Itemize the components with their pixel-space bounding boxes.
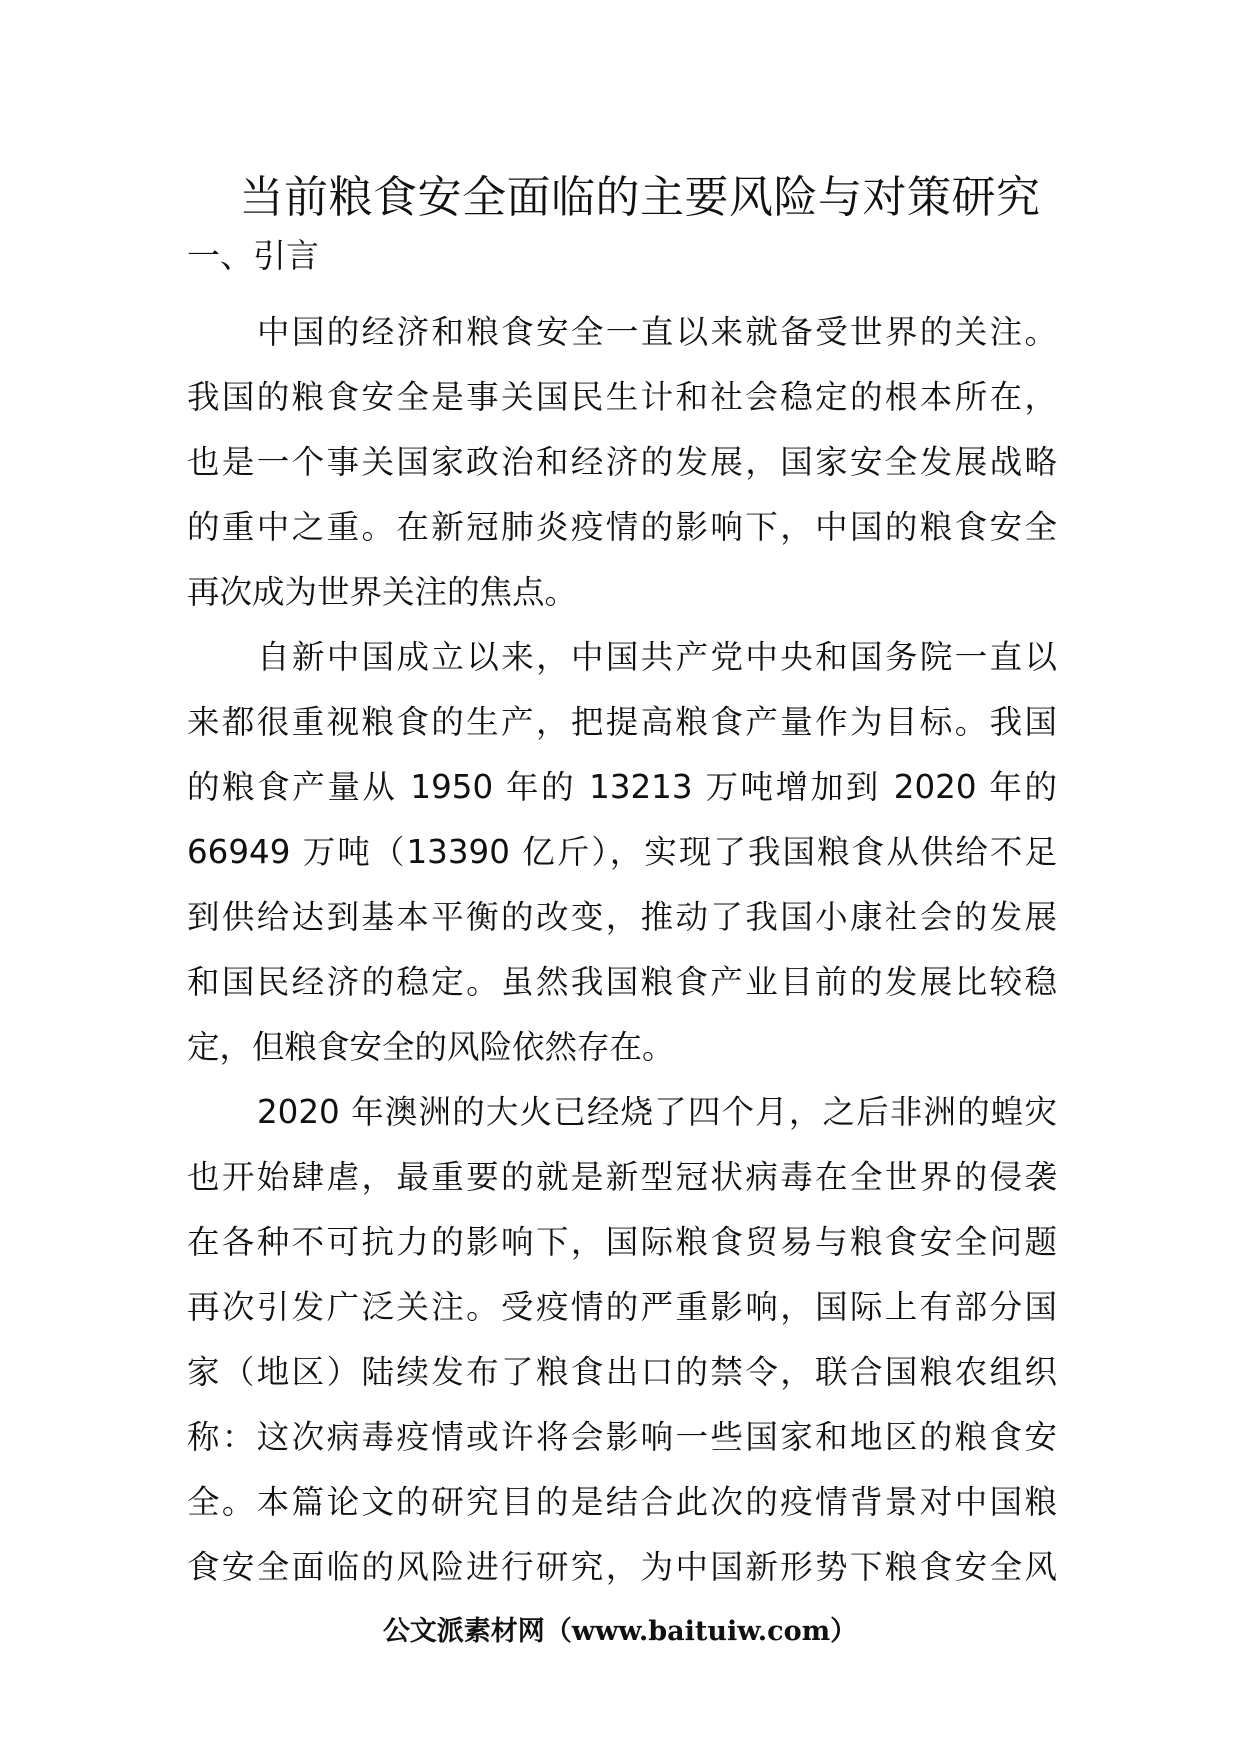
paragraph-line: 自新中国成立以来，中国共产党中央和国务院一直以 <box>257 638 1057 676</box>
paragraph-line: 的重中之重。在新冠肺炎疫情的影响下，中国的粮食安全 <box>187 508 1057 546</box>
section-heading: 一、引言 <box>187 236 319 275</box>
paragraph-line: 到供给达到基本平衡的改变，推动了我国小康社会的发展 <box>187 898 1057 936</box>
paragraph-line: 再次引发广泛关注。受疫情的严重影响，国际上有部分国 <box>187 1288 1057 1326</box>
paragraph-line: 食安全面临的风险进行研究，为中国新形势下粮食安全风 <box>187 1548 1057 1586</box>
document-title: 当前粮食安全面临的主要风险与对策研究 <box>239 172 1041 223</box>
paragraph-line: 称：这次病毒疫情或许将会影响一些国家和地区的粮食安 <box>187 1418 1057 1456</box>
paragraph-line: 定，但粮食安全的风险依然存在。 <box>187 1028 675 1066</box>
paragraph-line: 和国民经济的稳定。虽然我国粮食产业目前的发展比较稳 <box>187 963 1057 1001</box>
paragraph-line: 来都很重视粮食的生产，把提高粮食产量作为目标。我国 <box>187 703 1057 741</box>
paragraph-line: 全。本篇论文的研究目的是结合此次的疫情背景对中国粮 <box>187 1483 1057 1521</box>
paragraph-line: 我国的粮食安全是事关国民生计和社会稳定的根本所在， <box>187 378 1057 416</box>
footer-watermark-text: 公文派素材网（www.baituiw.com） <box>382 1616 858 1647</box>
paragraph-line: 也是一个事关国家政治和经济的发展，国家安全发展战略 <box>187 443 1057 481</box>
paragraph-line: 的粮食产量从 1950 年的 13213 万吨增加到 2020 年的 <box>187 768 1057 806</box>
paragraph-line: 中国的经济和粮食安全一直以来就备受世界的关注。 <box>257 313 1057 351</box>
paragraph-line: 家（地区）陆续发布了粮食出口的禁令，联合国粮农组织 <box>187 1353 1057 1391</box>
paragraph-line: 在各种不可抗力的影响下，国际粮食贸易与粮食安全问题 <box>187 1223 1057 1261</box>
paragraph-line: 66949 万吨（13390 亿斤），实现了我国粮食从供给不足 <box>187 833 1057 871</box>
document-body <box>187 300 1057 1600</box>
paragraph-line: 2020 年澳洲的大火已经烧了四个月，之后非洲的蝗灾 <box>257 1093 1057 1131</box>
paragraph-line: 也开始肆虐，最重要的就是新型冠状病毒在全世界的侵袭 <box>187 1158 1057 1196</box>
paragraph-line: 再次成为世界关注的焦点。 <box>187 573 578 611</box>
